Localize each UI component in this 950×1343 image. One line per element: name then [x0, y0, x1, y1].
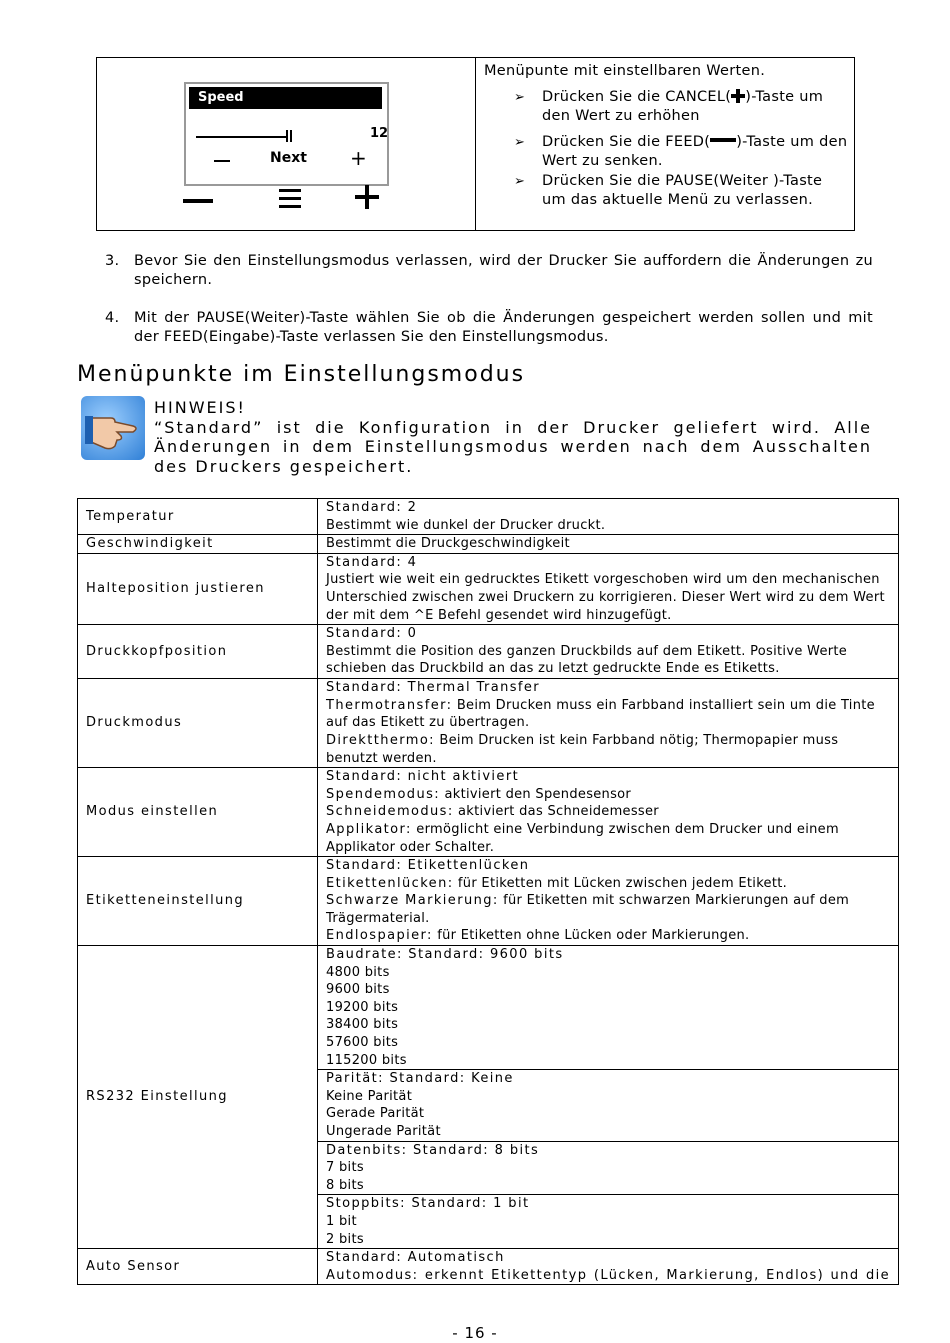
bullet-pause: ➢ Drücken Sie die PAUSE(Weiter )-Taste um das aktuelle Menü zu verlassen.	[514, 172, 823, 208]
bullet-feed: ➢ Drücken Sie die FEED( )-Taste um den Wert zu senken.	[514, 133, 848, 169]
display-instruction-table	[96, 57, 855, 231]
step-3: 3. Bevor Sie den Einstellungsmodus verlassen, wird der Drucker Sie auffordern die Änderungen zu speichern.	[105, 253, 873, 288]
table-row: Auto Sensor Standard: Automatisch Automodus: erkennt Etikettentyp (Lücken, Markierung, Endlos) und die	[78, 1249, 899, 1285]
table-row: Halteposition justieren Standard: 4 Justiert wie weit ein gedrucktes Etikett vorgeschoben wird um den mechanischen Unterschied zwischen zwei Druckern zu korrigieren. Dieser Wert wird zu dem Wert der mit dem ^E Befehl gesendet wird hinzugefügt.	[78, 553, 899, 624]
row-label: Temperatur	[78, 499, 318, 535]
table-row: Temperatur Standard: 2 Bestimmt wie dunkel der Drucker druckt.	[78, 499, 899, 535]
table-row: Modus einstellen Standard: nicht aktiviert Spendemodus: aktiviert den Spendesensor Schneidemodus: aktiviert das Schneidemesser Applikator: ermöglicht eine Verbindung zwischen dem Drucker und einem Applikator oder Schalter.	[78, 768, 899, 857]
feed-minus-icon	[183, 199, 213, 203]
lcd-plus-icon: +	[350, 146, 367, 170]
lcd-next-label: Next	[270, 150, 307, 166]
lcd-value: 12	[370, 126, 389, 141]
lcd-display	[184, 82, 389, 186]
row-label: Druckkopfposition	[78, 625, 318, 679]
row-label: Modus einstellen	[78, 768, 318, 857]
plus-icon	[731, 89, 745, 103]
row-label: Druckmodus	[78, 679, 318, 768]
cancel-plus-icon	[355, 185, 379, 209]
row-label: Geschwindigkeit	[78, 535, 318, 554]
display-instructions	[484, 62, 849, 211]
row-label: RS232 Einstellung	[78, 946, 318, 1249]
pause-menu-icon	[279, 189, 301, 213]
section-title: Menüpunkte im Einstellungsmodus	[77, 362, 526, 387]
step-4: 4. Mit der PAUSE(Weiter)-Taste wählen Sie ob die Änderungen gespeichert werden sollen und mit der FEED(Eingabe)-Taste verlassen Sie den Einstellungsmodus.	[105, 310, 873, 345]
table-row: Etiketteneinstellung Standard: Etikettenlücken Etikettenlücken: für Etiketten mit Lücken zwischen jedem Etikett. Schwarze Markierung: für Etiketten mit schwarzen Markierungen auf dem Trägermaterial. Endlospapier: für Etiketten ohne Lücken oder Markierungen.	[78, 857, 899, 946]
display-intro: Menüpunte mit einstellbaren Werten.	[484, 63, 766, 79]
bullet-cancel: ➢ Drücken Sie die CANCEL( )-Taste um den Wert zu erhöhen	[514, 88, 824, 124]
settings-table	[77, 498, 899, 1285]
table-row: Datenbits: Standard: 8 bits 7 bits 8 bits	[78, 1141, 899, 1195]
table-row: Geschwindigkeit Bestimmt die Druckgeschwindigkeit	[78, 535, 899, 554]
note-box	[154, 398, 872, 476]
note-text: “Standard” ist die Konfiguration in der Drucker geliefert wird. Alle Änderungen in dem Einstellungsmodus werden nach dem Ausschalten des Druckers gespeichert.	[154, 417, 872, 476]
row-label: Auto Sensor	[78, 1249, 318, 1285]
minus-icon	[710, 138, 736, 142]
arrow-bullet-icon: ➢	[514, 89, 526, 105]
row-label: Halteposition justieren	[78, 553, 318, 624]
lcd-title: Speed	[189, 87, 382, 109]
page-number: - 16 -	[452, 1324, 498, 1342]
pointing-hand-icon	[81, 396, 145, 460]
table-row: Druckmodus Standard: Thermal Transfer Thermotransfer: Beim Drucken muss ein Farbband installiert sein um die Tinte auf das Etikett zu übertragen. Direktthermo: Beim Drucken ist kein Farbband nötig; Thermopapier muss benutzt werden.	[78, 679, 899, 768]
arrow-bullet-icon: ➢	[514, 134, 526, 150]
lcd-slider-marker	[286, 130, 292, 142]
row-label: Etiketteneinstellung	[78, 857, 318, 946]
table-row: Druckkopfposition Standard: 0 Bestimmt die Position des ganzen Druckbilds auf dem Etikett. Positive Werte schieben das Druckbild an das zu letzt gedruckte Ende es Etiketts.	[78, 625, 899, 679]
lcd-slider-bar	[196, 136, 288, 138]
lcd-minus-icon	[214, 160, 230, 162]
table-row: Stoppbits: Standard: 1 bit 1 bit 2 bits	[78, 1195, 899, 1249]
arrow-bullet-icon: ➢	[514, 173, 526, 189]
table-row: RS232 Einstellung Baudrate: Standard: 9600 bits 4800 bits 9600 bits 19200 bits 38400 bits 57600 bits 115200 bits	[78, 946, 899, 1070]
note-heading: HINWEIS!	[154, 398, 246, 417]
table-row: Parität: Standard: Keine Keine Parität Gerade Parität Ungerade Parität	[78, 1070, 899, 1141]
